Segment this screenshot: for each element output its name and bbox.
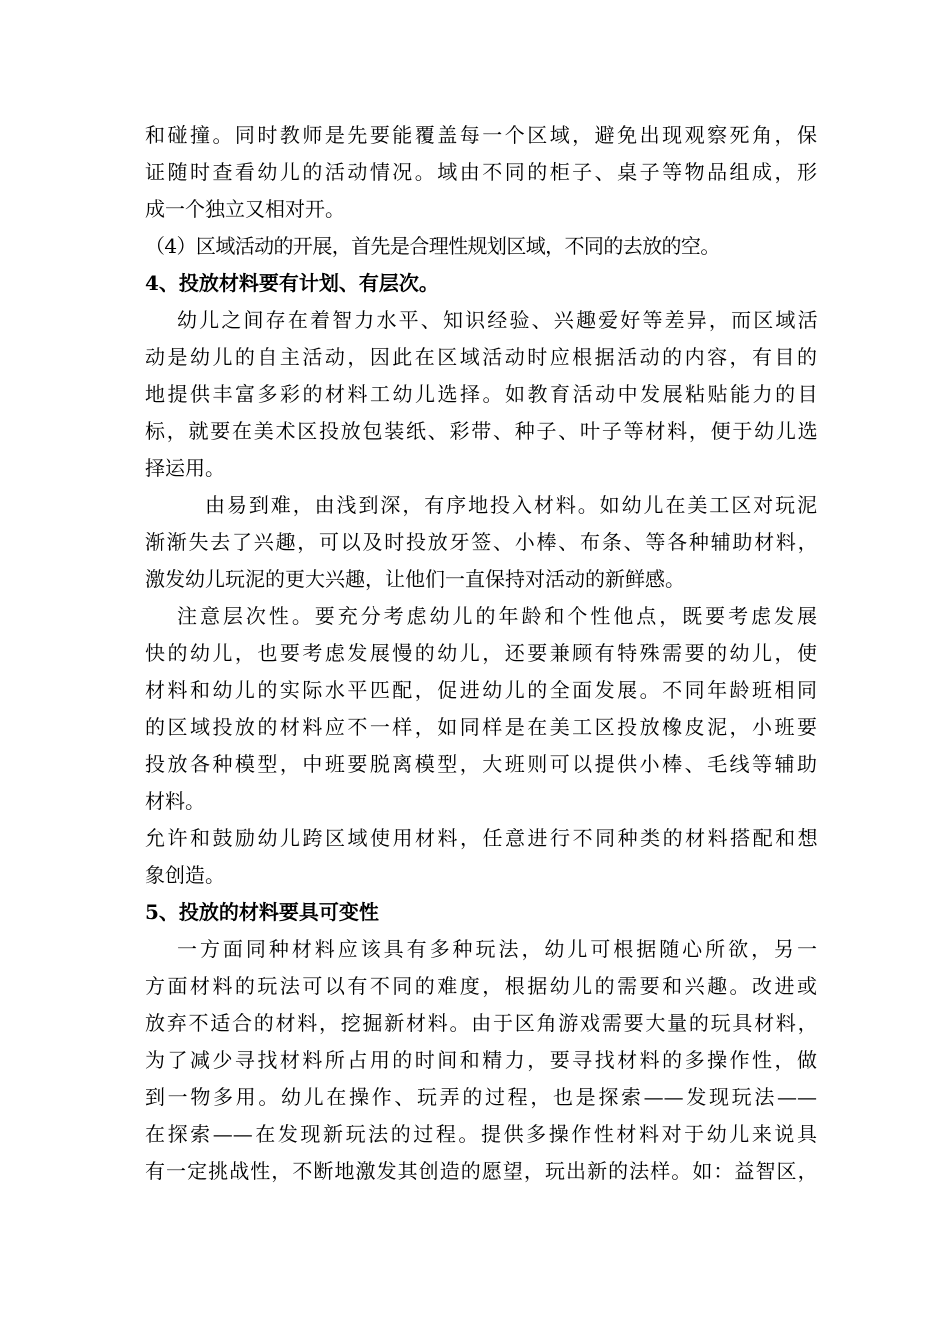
section-heading-4: 4、投放材料要有计划、有层次。 [145, 271, 439, 295]
text-line: 象创造。 [145, 863, 225, 887]
text-line: 地提供丰富多彩的材料工幼儿选择。如教育活动中发展粘贴能力的目 [145, 382, 817, 406]
text-line: 渐渐失去了兴趣，可以及时投放牙签、小棒、布条、等各种辅助材料， [145, 530, 817, 554]
text-line: 有一定挑战性，不断地激发其创造的愿望，玩出新的法样。如：益智区， [145, 1159, 817, 1183]
text-line: 激发幼儿玩泥的更大兴趣，让他们一直保持对活动的新鲜感。 [145, 567, 685, 591]
section-heading-5: 5、投放的材料要具可变性 [145, 900, 379, 924]
text-line: 到一物多用。幼儿在操作、玩弄的过程，也是探索——发现玩法—— [145, 1085, 817, 1109]
text-line: 快的幼儿，也要考虑发展慢的幼儿，还要兼顾有特殊需要的幼儿，使 [145, 641, 817, 665]
text-line: 为了减少寻找材料所占用的时间和精力，要寻找材料的多操作性，做 [145, 1048, 817, 1072]
text-line: 在探索——在发现新玩法的过程。提供多操作性材料对于幼儿来说具 [145, 1122, 817, 1146]
text-line: 一方面同种材料应该具有多种玩法，幼儿可根据随心所欲，另一 [177, 937, 817, 961]
list-item-4: （4）区域活动的开展，首先是合理性规划区域，不同的去放的空。 [145, 234, 720, 258]
text-line: 由易到难，由浅到深，有序地投入材料。如幼儿在美工区对玩泥 [205, 493, 817, 517]
text-line: 和碰撞。同时教师是先要能覆盖每一个区域，避免出现观察死角，保 [145, 123, 817, 147]
document-body [145, 117, 817, 1190]
text-line: 允许和鼓励幼儿跨区域使用材料，任意进行不同种类的材料搭配和想 [145, 826, 817, 850]
text-line: 方面材料的玩法可以有不同的难度，根据幼儿的需要和兴趣。改进或 [145, 974, 817, 998]
text-line: 标，就要在美术区投放包装纸、彩带、种子、叶子等材料，便于幼儿选 [145, 419, 817, 443]
text-line: 证随时查看幼儿的活动情况。域由不同的柜子、桌子等物品组成，形 [145, 160, 817, 184]
text-line: 放弃不适合的材料，挖掘新材料。由于区角游戏需要大量的玩具材料， [145, 1011, 817, 1035]
text-line: 材料。 [145, 789, 205, 813]
text-line: 动是幼儿的自主活动，因此在区域活动时应根据活动的内容，有目的 [145, 345, 817, 369]
text-line: 注意层次性。要充分考虑幼儿的年龄和个性他点，既要考虑发展 [177, 604, 817, 628]
text-line: 择运用。 [145, 456, 225, 480]
text-line: 幼儿之间存在着智力水平、知识经验、兴趣爱好等差异，而区域活 [177, 308, 817, 332]
text-line: 的区域投放的材料应不一样，如同样是在美工区投放橡皮泥，小班要 [145, 715, 817, 739]
text-line: 材料和幼儿的实际水平匹配，促进幼儿的全面发展。不同年龄班相同 [145, 678, 817, 702]
text-line: 投放各种模型，中班要脱离模型，大班则可以提供小棒、毛线等辅助 [145, 752, 817, 776]
text-line: 成一个独立又相对开。 [145, 197, 345, 221]
